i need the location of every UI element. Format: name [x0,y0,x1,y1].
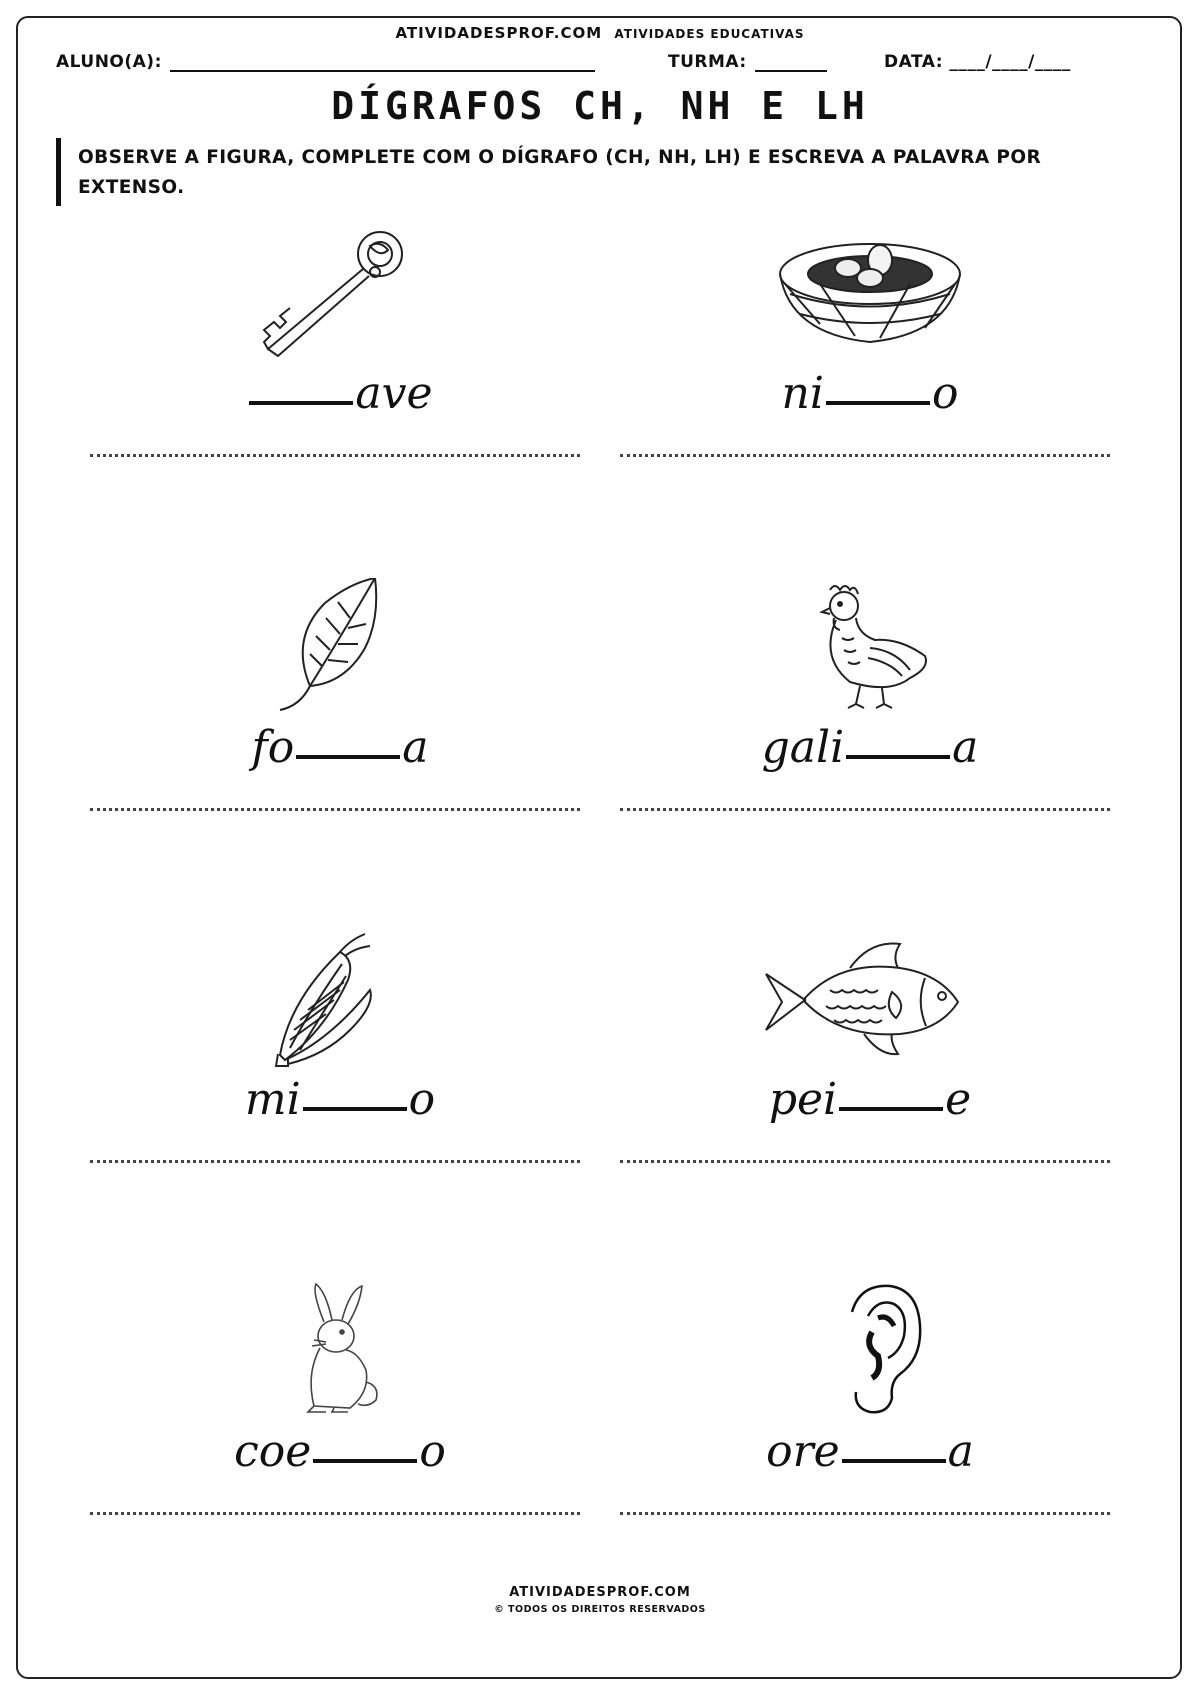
exercise-item-hen [620,578,1120,878]
word-suffix: a [947,1426,974,1477]
word-corn [90,1072,590,1128]
page-title: DÍGRAFOS CH, NH E LH [331,84,869,128]
ear-picture [760,1282,980,1422]
word-suffix: o [408,1074,436,1125]
writing-line[interactable] [90,1512,580,1515]
site-header [0,24,1200,42]
hen-icon [760,578,980,718]
nest-picture [760,224,980,364]
footer-copyright: © TODOS OS DIREITOS RESERVADOS [494,1604,706,1615]
word-ear [620,1424,1120,1480]
student-fields [56,52,1146,82]
corn-picture [230,930,450,1070]
ear-icon [760,1282,980,1422]
exercise-item-rabbit [90,1282,590,1582]
footer [0,1585,1200,1615]
word-nest [620,366,1120,422]
word-prefix: fo [251,722,295,773]
exercise-item-fish [620,930,1120,1230]
class-label: TURMA: [668,52,747,72]
word-prefix: ore [766,1426,840,1477]
leaf-icon [230,578,450,718]
site-subtitle: ATIVIDADES EDUCATIVAS [614,27,805,41]
word-prefix: ni [781,368,824,419]
writing-line[interactable] [90,808,580,811]
fish-picture [760,930,980,1070]
word-suffix: a [952,722,979,773]
student-name-line[interactable] [170,52,595,72]
key-icon [230,224,450,364]
word-suffix: ave [355,368,433,419]
digraph-blank[interactable] [249,401,353,405]
exercise-item-key [90,224,590,524]
leaf-picture [230,578,450,718]
digraph-blank[interactable] [846,755,950,759]
digraph-blank[interactable] [313,1459,417,1463]
exercise-item-leaf [90,578,590,878]
word-rabbit [90,1424,590,1480]
date-label: DATA: [884,52,943,72]
word-hen [620,720,1120,776]
date-blank[interactable]: ____/____/____ [949,52,1071,72]
site-name: ATIVIDADESPROF.COM [395,24,603,42]
writing-line[interactable] [90,454,580,457]
word-suffix: e [945,1074,972,1125]
student-field[interactable] [56,52,595,72]
instruction-text: OBSERVE A FIGURA, COMPLETE COM O DÍGRAFO (CH, NH, LH) E ESCREVA A PALAVRA POR EXTENSO. [78,147,1042,198]
word-prefix: mi [244,1074,301,1125]
word-key [90,366,590,422]
fish-icon [760,930,980,1070]
writing-line[interactable] [620,808,1110,811]
digraph-blank[interactable] [303,1107,407,1111]
word-prefix: coe [234,1426,312,1477]
writing-line[interactable] [620,1512,1110,1515]
rabbit-icon [230,1282,450,1422]
exercise-item-corn [90,930,590,1230]
student-label: ALUNO(A): [56,52,162,72]
nest-icon [760,224,980,364]
word-suffix: o [419,1426,446,1477]
digraph-blank[interactable] [839,1107,943,1111]
instruction-bar [56,138,61,206]
class-line[interactable] [755,52,827,72]
footer-site: ATIVIDADESPROF.COM [509,1585,691,1600]
corn-icon [230,930,450,1070]
digraph-blank[interactable] [842,1459,946,1463]
word-fish [620,1072,1120,1128]
writing-line[interactable] [90,1160,580,1163]
word-prefix: pei [768,1074,838,1125]
digraph-blank[interactable] [826,401,930,405]
word-leaf [90,720,590,776]
exercise-item-ear [620,1282,1120,1582]
rabbit-picture [230,1282,450,1422]
digraph-blank[interactable] [296,755,400,759]
writing-line[interactable] [620,1160,1110,1163]
hen-picture [760,578,980,718]
exercise-item-nest [620,224,1120,524]
key-picture [230,224,450,364]
word-prefix: gali [761,722,845,773]
class-field[interactable] [668,52,827,72]
date-field[interactable] [884,52,1071,72]
word-suffix: o [931,368,959,419]
word-suffix: a [402,722,429,773]
writing-line[interactable] [620,454,1110,457]
